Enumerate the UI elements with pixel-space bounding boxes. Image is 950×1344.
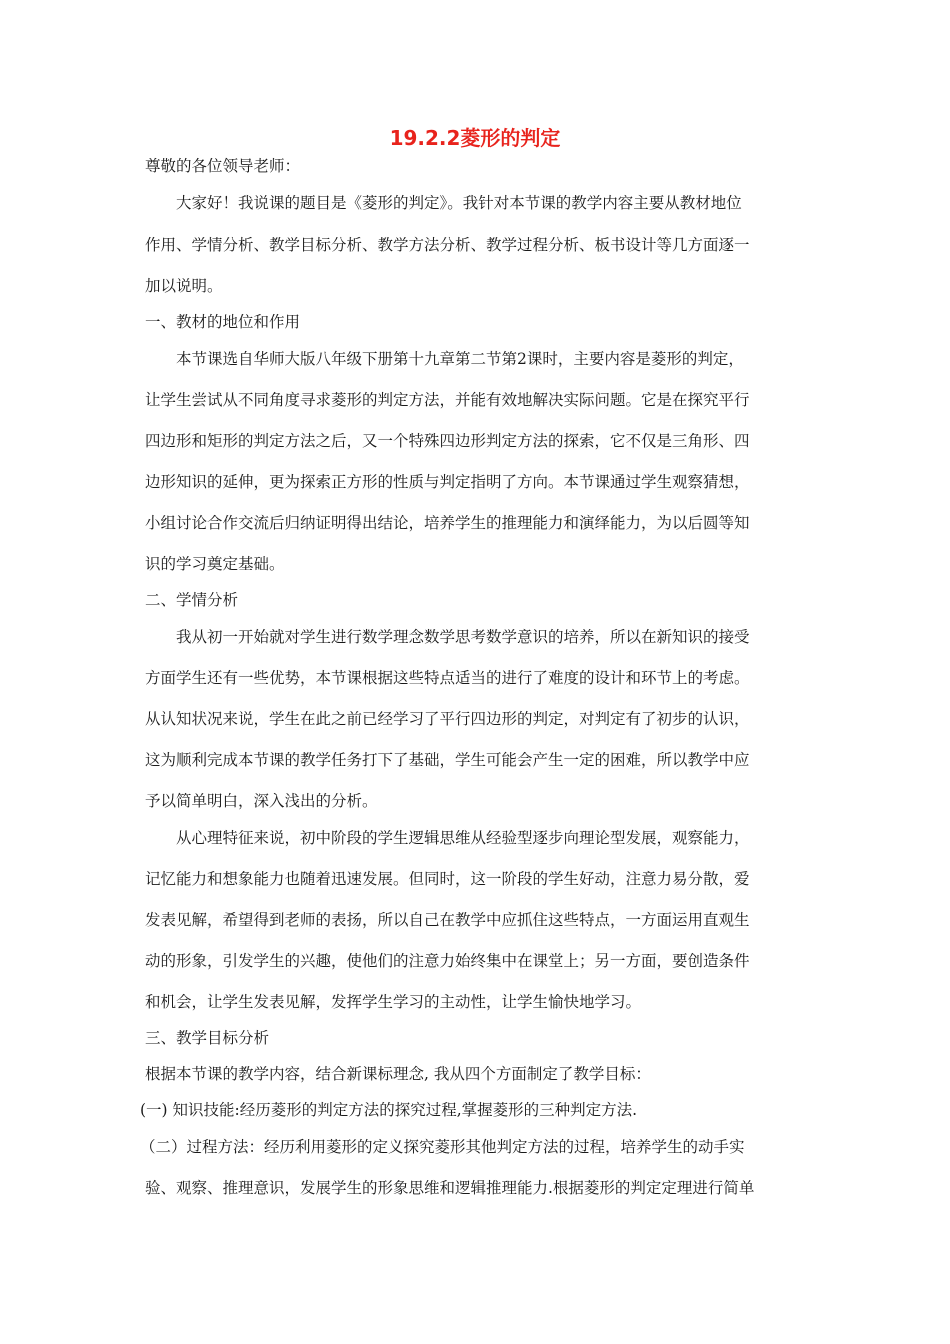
section-2-p2-line-2: 记忆能力和想象能力也随着迅速发展。但同时，这一阶段的学生好动，注意力易分散，爱	[145, 870, 750, 888]
section-3-lead: 根据本节课的教学内容，结合新课标理念, 我从四个方面制定了教学目标：	[145, 1065, 651, 1083]
section-1-line-6: 识的学习奠定基础。	[145, 555, 285, 573]
intro-line-1: 大家好！我说课的题目是《菱形的判定》。我针对本节课的教学内容主要从教材地位	[176, 194, 742, 212]
section-1-line-5: 小组讨论合作交流后归纳证明得出结论，培养学生的推理能力和演绎能力，为以后圆等知	[145, 514, 750, 532]
goal-1: (一) 知识技能:经历菱形的判定方法的探究过程,掌握菱形的三种判定方法.	[140, 1101, 638, 1119]
section-2-heading: 二、学情分析	[145, 591, 239, 609]
document-title: 19.2.2菱形的判定	[389, 126, 561, 150]
section-2-p1-line-1: 我从初一开始就对学生进行数学理念数学思考数学意识的培养，所以在新知识的接受	[176, 628, 750, 646]
section-1-line-2: 让学生尝试从不同角度寻求菱形的判定方法，并能有效地解决实际问题。它是在探究平行	[145, 391, 750, 409]
section-1-line-4: 边形知识的延伸，更为探索正方形的性质与判定指明了方向。本节课通过学生观察猜想，	[145, 473, 750, 491]
section-2-p2-line-5: 和机会，让学生发表见解，发挥学生学习的主动性，让学生愉快地学习。	[145, 993, 642, 1011]
section-2-p1-line-4: 这为顺利完成本节课的教学任务打下了基础，学生可能会产生一定的困难，所以教学中应	[145, 751, 750, 769]
section-2-p2-line-3: 发表见解，希望得到老师的表扬，所以自己在教学中应抓住这些特点，一方面运用直观生	[145, 911, 750, 929]
section-3-heading: 三、教学目标分析	[145, 1029, 270, 1047]
section-1-line-1: 本节课选自华师大版八年级下册第十九章第二节第2课时，主要内容是菱形的判定，	[176, 350, 744, 368]
section-2-p1-line-2: 方面学生还有一些优势，本节课根据这些特点适当的进行了难度的设计和环节上的考虑。	[145, 669, 750, 687]
section-2-p1-line-3: 从认知状况来说，学生在此之前已经学习了平行四边形的判定，对判定有了初步的认识，	[145, 710, 750, 728]
goal-2-line-1: （二）过程方法：经历利用菱形的定义探究菱形其他判定方法的过程，培养学生的动手实	[140, 1138, 745, 1156]
section-1-heading: 一、教材的地位和作用	[145, 313, 301, 331]
goal-2-line-2: 验、观察、推理意识，发展学生的形象思维和逻辑推理能力.根据菱形的判定定理进行简单	[145, 1179, 755, 1197]
section-2-p2-line-4: 动的形象，引发学生的兴趣，使他们的注意力始终集中在课堂上；另一方面，要创造条件	[145, 952, 750, 970]
intro-line-3: 加以说明。	[145, 277, 223, 295]
section-1-line-3: 四边形和矩形的判定方法之后，又一个特殊四边形判定方法的探索，它不仅是三角形、四	[145, 432, 750, 450]
section-2-p1-line-5: 予以简单明白，深入浅出的分析。	[145, 792, 378, 810]
section-2-p2-line-1: 从心理特征来说，初中阶段的学生逻辑思维从经验型逐步向理论型发展，观察能力，	[176, 829, 750, 847]
greeting: 尊敬的各位领导老师：	[145, 157, 301, 175]
intro-line-2: 作用、学情分析、教学目标分析、教学方法分析、教学过程分析、板书设计等几方面逐一	[145, 236, 750, 254]
